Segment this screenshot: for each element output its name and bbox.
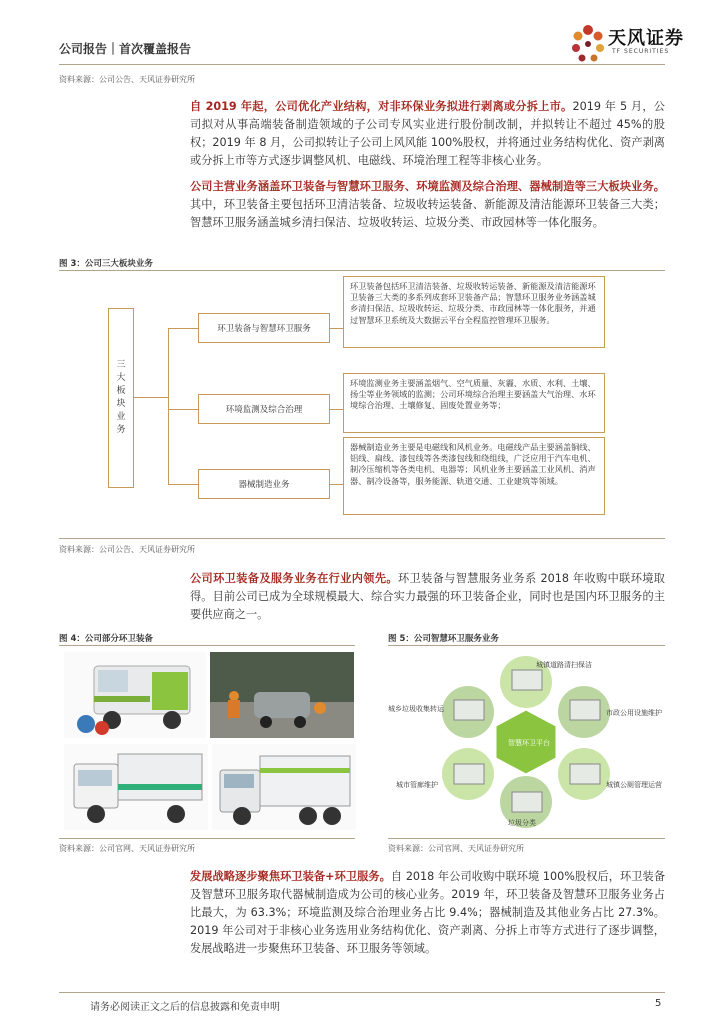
paragraph-body: 环卫装备与智慧服务业务系 2018 年收购中联环境取得。目前公司已成为全球规模最大、综合实力最强的环卫装备企业，同时也是国内环卫服务的主要供应商之一。 [190, 572, 665, 621]
fig5-center-label: 智慧环卫平台 [508, 739, 550, 747]
sweeper-truck-2-photo [64, 744, 208, 830]
paragraph-business-segments [190, 178, 665, 232]
fig5-node-road-cleaning: 城镇道路清扫保洁 [536, 661, 592, 669]
paragraph-strategy-focus [190, 868, 665, 958]
fig3-branch-3-desc: 器械制造业务主要是电磁线和风机业务。电磁线产品主要涵盖铜线、铝线、扁线、漆包线等各类漆包线和绕组线，广泛应用于汽车电机、制冷压缩机等各类电机、电器等；风机业务主要涵盖工业风机、消声器、制冷设备等，服务能源、轨道交通、工业建筑等领域。 [343, 437, 605, 515]
fig5-node-waste-sorting: 垃圾分类 [508, 819, 536, 827]
fig3-connector [168, 409, 198, 410]
fig5-node-pipe-gallery: 城市管廊维护 [396, 781, 438, 789]
fig3-branch-1-box: 环卫装备与智慧环卫服务 [198, 313, 330, 343]
paragraph-lead: 公司主营业务涵盖环卫装备与智慧环卫服务、环境监测及综合治理、器械制造等三大板块业务。 [190, 180, 665, 193]
figure-4-bottom-rule [59, 838, 355, 839]
figure-4-rule [59, 645, 355, 646]
figure-5-label: 图 5：公司智慧环卫服务业务 [388, 634, 499, 644]
sweeper-truck-photo [64, 652, 206, 738]
source-note-fig3: 资料来源：公司公告、天风证券研究所 [59, 545, 195, 554]
fig5-node-facility-maintenance: 市政公用设施维护 [606, 709, 662, 717]
header-divider [59, 64, 665, 65]
flower-logo-icon [568, 22, 608, 64]
fig3-connector [168, 484, 198, 485]
source-note-top: 资料来源：公司公告、天风证券研究所 [59, 75, 195, 84]
fig3-connector [168, 328, 198, 329]
brand-name-en: TF SECURITIES [612, 48, 670, 55]
figure-3-label: 图 3：公司三大板块业务 [59, 259, 153, 269]
cleaning-truck-photo [212, 744, 356, 830]
report-type-title: 公司报告｜首次覆盖报告 [59, 42, 192, 56]
source-note-fig5: 资料来源：公司官网、天风证券研究所 [388, 844, 524, 853]
fig3-connector [330, 409, 343, 410]
paragraph-body: 其中，环卫装备主要包括环卫清洁装备、垃圾收转运装备、新能源及清洁能源环卫装备三大类；智慧环卫服务涵盖城乡清扫保洁、垃圾收转运、垃圾分类、市政园林等一体化服务。 [190, 198, 665, 229]
footer-disclaimer: 请务必阅读正文之后的信息披露和免责申明 [90, 1002, 280, 1013]
fig5-node-public-toilet: 城镇公厕管理运营 [606, 781, 662, 789]
fig3-connector [168, 328, 169, 484]
fig5-diagram [388, 652, 665, 832]
brand-name-cn: 天风证券 [608, 28, 684, 49]
paragraph-body: 2019 年 5 月，公司拟对从事高端装备制造领域的子公司专风实业进行股份制改制，并拟转让不超过 45%的股权；2019 年 8 月，公司拟转让子公司上风风能 100%股权，并将通过业务结构优化、资产剥离或分拆上市等方式逐步调整风机、电磁线、环境治理工程等非核心业务。 [190, 100, 665, 167]
fig3-branch-2-desc: 环境监测业务主要涵盖烟气、空气质量、灰霾、水质、水利、土壤、扬尘等业务领域的监测；公司环境综合治理主要涵盖大气治理、水环境综合治理、土壤修复、固废处置业务等； [343, 373, 605, 433]
figure-5-bottom-rule [388, 838, 665, 839]
fig3-root-box: 三大板块业务 [108, 308, 134, 488]
figure-4-label: 图 4：公司部分环卫装备 [59, 634, 153, 644]
figure-3-rule [59, 270, 665, 271]
figure-3-bottom-rule [59, 538, 665, 539]
paragraph-body: 自 2018 年公司收购中联环境 100%股权后，环卫装备及智慧环卫服务取代器械制造成为公司的核心业务。2019 年，环卫装备及智慧环卫服务业务占比最大，为 63.3%；环境监测及综合治理业务占比 9.4%；器械制造及其他业务占比 27.3%。2019 年公司对于非核心业务选用业务结构优化、资产剥离、分拆上市等方式进行了逐步调整，发展战略进一步聚焦环卫装备、环卫服务等领域。 [190, 870, 666, 955]
fig3-connector [134, 397, 168, 398]
fig3-branch-1-desc: 环卫装备包括环卫清洁装备、垃圾收转运装备、新能源及清洁能源环卫装备三大类的多系列成套环卫装备产品；智慧环卫服务业务涵盖城乡清扫保洁、垃圾收转运、垃圾分类、市政园林等一体化服务，并通过智慧环卫系统及大数据云平台全程监控管理环卫服务。 [343, 276, 605, 348]
paragraph-leading-position [190, 570, 665, 624]
footer-divider [59, 992, 665, 993]
fig3-branch-3-box: 器械制造业务 [198, 469, 330, 499]
street-sweeper-image [64, 744, 208, 830]
paragraph-lead: 发展战略逐步聚焦环卫装备+环卫服务。 [190, 870, 391, 883]
fig5-node-waste-transfer: 城乡垃圾收集转运 [388, 705, 444, 713]
source-note-fig4: 资料来源：公司官网、天风证券研究所 [59, 844, 195, 853]
fig3-branch-2-box: 环境监测及综合治理 [198, 394, 330, 424]
sweeper-truck-image [64, 652, 206, 738]
robot-sweeper-image [210, 652, 354, 738]
figure-5-rule [388, 645, 665, 646]
cleaning-truck-image [212, 744, 356, 830]
paragraph-lead: 自 2019 年起，公司优化产业结构，对非环保业务拟进行剥离或分拆上市。 [190, 100, 573, 113]
fig3-connector [330, 328, 343, 329]
paragraph-lead: 公司环卫装备及服务业务在行业内领先。 [190, 572, 398, 585]
fig3-connector [330, 484, 343, 485]
page-number: 5 [655, 998, 662, 1009]
paragraph-restructuring [190, 98, 665, 170]
robot-sweeper-photo [210, 652, 354, 738]
